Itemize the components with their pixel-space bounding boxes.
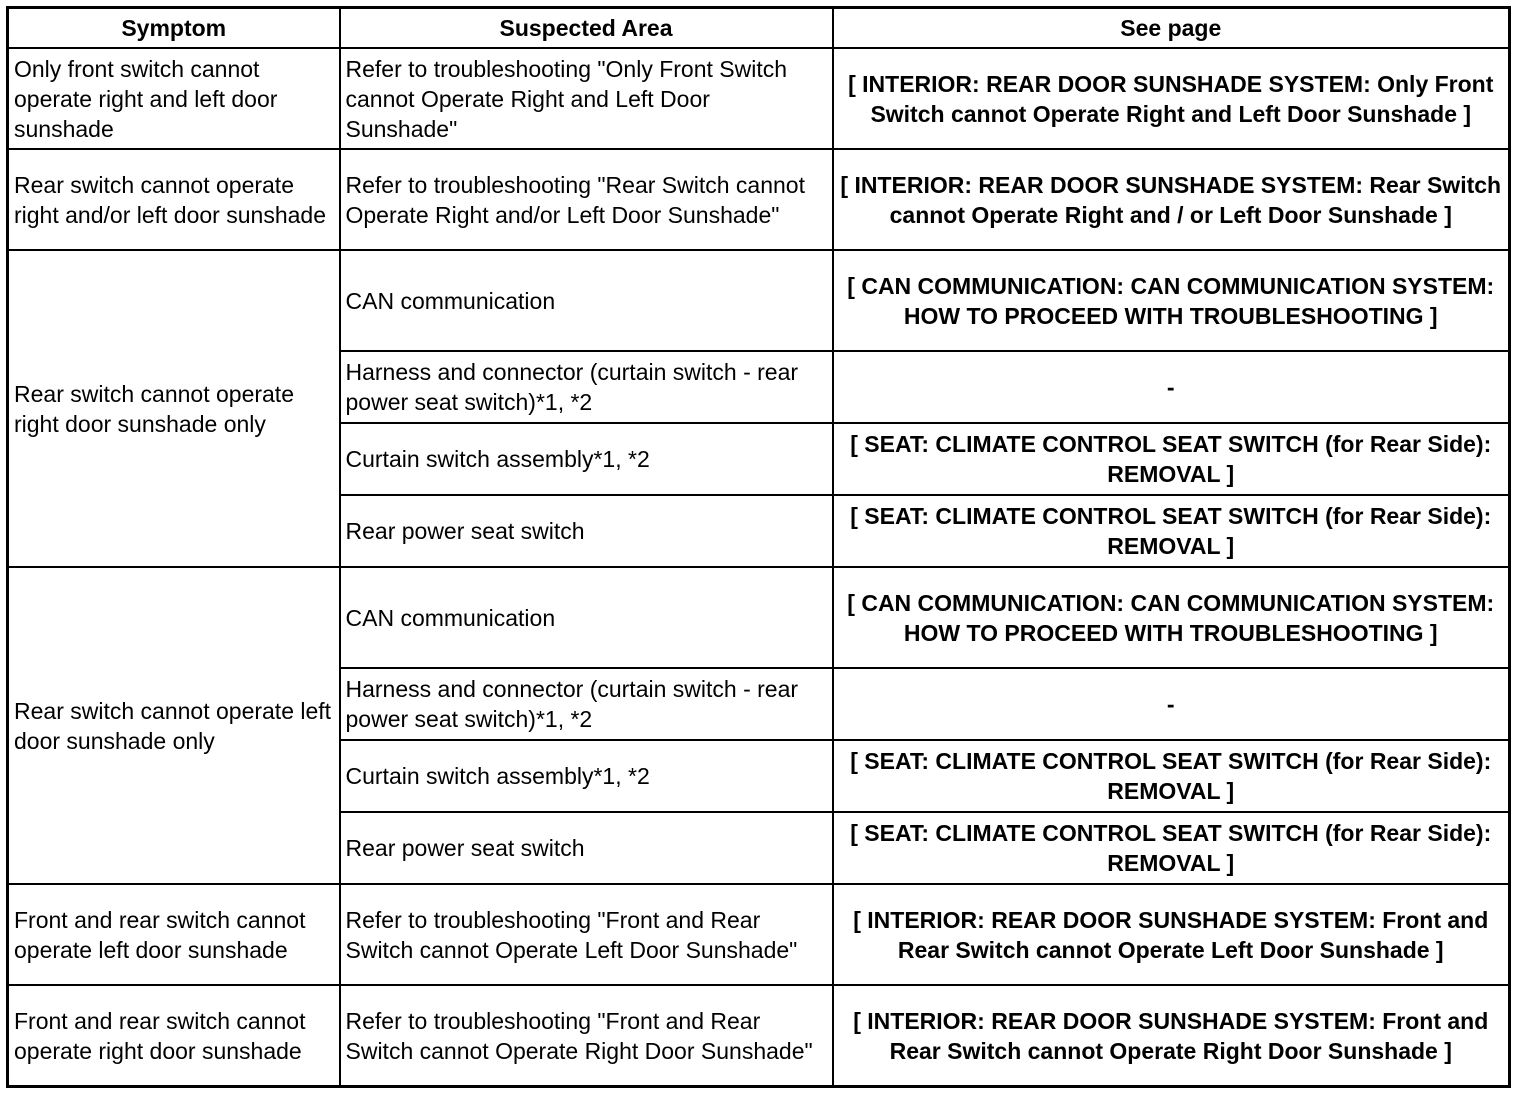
suspected-area-cell: Curtain switch assembly*1, *2: [340, 740, 833, 812]
symptom-cell: Front and rear switch cannot operate left door sunshade: [8, 884, 340, 985]
suspected-area-cell: Rear power seat switch: [340, 495, 833, 567]
see-page-cell: [ SEAT: CLIMATE CONTROL SEAT SWITCH (for Rear Side): REMOVAL ]: [833, 423, 1510, 495]
see-page-cell: [ INTERIOR: REAR DOOR SUNSHADE SYSTEM: Front and Rear Switch cannot Operate Right Door Sunshade ]: [833, 985, 1510, 1087]
table-row: [8, 884, 1510, 985]
troubleshooting-table: [6, 6, 1511, 1088]
symptom-cell: Rear switch cannot operate right and/or left door sunshade: [8, 149, 340, 250]
see-page-cell: -: [833, 351, 1510, 423]
suspected-area-cell: Refer to troubleshooting "Front and Rear Switch cannot Operate Right Door Sunshade": [340, 985, 833, 1087]
see-page-cell: -: [833, 668, 1510, 740]
see-page-cell: [ SEAT: CLIMATE CONTROL SEAT SWITCH (for Rear Side): REMOVAL ]: [833, 812, 1510, 884]
suspected-area-cell: Rear power seat switch: [340, 812, 833, 884]
see-page-cell: [ CAN COMMUNICATION: CAN COMMUNICATION SYSTEM: HOW TO PROCEED WITH TROUBLESHOOTING ]: [833, 567, 1510, 668]
symptom-cell: Rear switch cannot operate right door sunshade only: [8, 250, 340, 567]
table-row: [8, 48, 1510, 149]
see-page-header: See page: [833, 8, 1510, 49]
table-row: [8, 567, 1510, 668]
symptom-cell: Only front switch cannot operate right and left door sunshade: [8, 48, 340, 149]
see-page-cell: [ CAN COMMUNICATION: CAN COMMUNICATION SYSTEM: HOW TO PROCEED WITH TROUBLESHOOTING ]: [833, 250, 1510, 351]
suspected-area-header: Suspected Area: [340, 8, 833, 49]
table-row: [8, 250, 1510, 351]
see-page-cell: [ INTERIOR: REAR DOOR SUNSHADE SYSTEM: Front and Rear Switch cannot Operate Left Door Sunshade ]: [833, 884, 1510, 985]
suspected-area-cell: Refer to troubleshooting "Rear Switch cannot Operate Right and/or Left Door Sunshade": [340, 149, 833, 250]
see-page-cell: [ SEAT: CLIMATE CONTROL SEAT SWITCH (for Rear Side): REMOVAL ]: [833, 495, 1510, 567]
table-row: [8, 149, 1510, 250]
suspected-area-cell: CAN communication: [340, 250, 833, 351]
suspected-area-cell: Refer to troubleshooting "Front and Rear Switch cannot Operate Left Door Sunshade": [340, 884, 833, 985]
header-row: [8, 8, 1510, 49]
symptom-cell: Rear switch cannot operate left door sunshade only: [8, 567, 340, 884]
suspected-area-cell: CAN communication: [340, 567, 833, 668]
table-row: [8, 985, 1510, 1087]
see-page-cell: [ INTERIOR: REAR DOOR SUNSHADE SYSTEM: Only Front Switch cannot Operate Right and Left Door Sunshade ]: [833, 48, 1510, 149]
suspected-area-cell: Refer to troubleshooting "Only Front Switch cannot Operate Right and Left Door Sunshade": [340, 48, 833, 149]
suspected-area-cell: Harness and connector (curtain switch - rear power seat switch)*1, *2: [340, 351, 833, 423]
symptom-cell: Front and rear switch cannot operate right door sunshade: [8, 985, 340, 1087]
symptom-header: Symptom: [8, 8, 340, 49]
see-page-cell: [ SEAT: CLIMATE CONTROL SEAT SWITCH (for Rear Side): REMOVAL ]: [833, 740, 1510, 812]
suspected-area-cell: Curtain switch assembly*1, *2: [340, 423, 833, 495]
suspected-area-cell: Harness and connector (curtain switch - rear power seat switch)*1, *2: [340, 668, 833, 740]
see-page-cell: [ INTERIOR: REAR DOOR SUNSHADE SYSTEM: Rear Switch cannot Operate Right and / or Left Door Sunshade ]: [833, 149, 1510, 250]
troubleshooting-sheet: [6, 6, 1511, 1088]
